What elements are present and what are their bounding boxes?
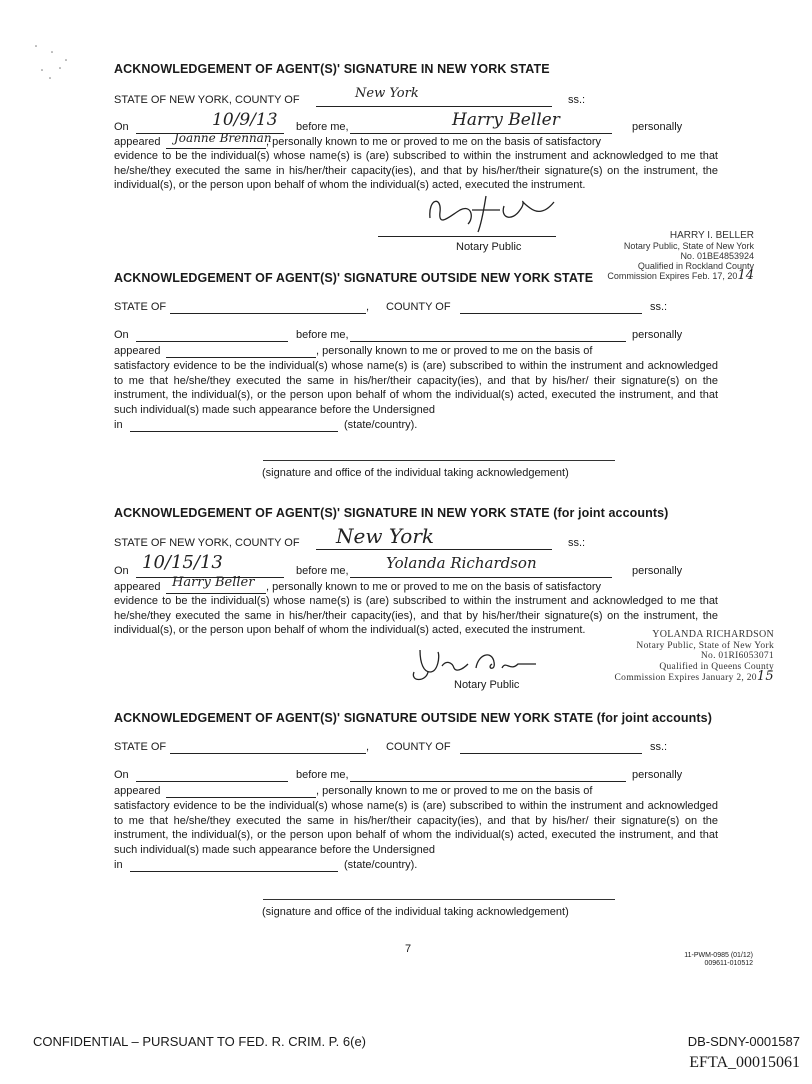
s1-stamp-line: Notary Public, State of New York xyxy=(623,241,754,251)
s1-on: On xyxy=(114,121,129,133)
s3-body: evidence to be the individual(s) whose name(s) is (are) subscribed to within the instrument and acknowledged to me that he/she/they executed the same in his/her/their capacity(ies), and that by his/her/their signature(s) on the instrument, the individual(s), or the person upon behalf of whom the individual(s) acted, executed the instrument. xyxy=(114,595,718,637)
s3-appeared: appeared xyxy=(114,581,161,593)
s3-state-county-label: STATE OF NEW YORK, COUNTY OF xyxy=(114,537,300,549)
s1-stamp-year-handwriting: 14 xyxy=(737,268,754,283)
s4-heading: ACKNOWLEDGEMENT OF AGENT(S)' SIGNATURE OUTSIDE NEW YORK STATE (for joint accounts) xyxy=(114,711,712,725)
s4-signature-line xyxy=(263,899,615,900)
s1-before-me: before me, xyxy=(296,121,349,133)
s1-stamp-line: No. 01BE4853924 xyxy=(680,251,754,261)
s1-ss: ss.: xyxy=(568,94,586,106)
s3-county-handwriting: New York xyxy=(336,524,434,548)
s3-line2-rest: , personally known to me or proved to me on the basis of satisfactory xyxy=(266,581,602,593)
s3-notary-stamp xyxy=(615,630,774,684)
s4-state-country: (state/country). xyxy=(344,859,418,871)
s2-officer-line xyxy=(350,341,626,342)
s3-stamp-line: Notary Public, State of New York xyxy=(636,640,774,651)
s3-heading: ACKNOWLEDGEMENT OF AGENT(S)' SIGNATURE IN NEW YORK STATE (for joint accounts) xyxy=(114,506,669,520)
s2-in: in xyxy=(114,419,123,431)
s2-body: satisfactory evidence to be the individual(s) whose name(s) is (are) subscribed to within the instrument and acknowledged to me that he/she/they executed the same in his/her/their capacity(ies), and that by his/her/ their signature(s) on the instrument, the individual(s), or the person upon behalf of whom the individual(s) acted, executed the instrument, and that such individual(s) made such appearance before the Undersigned xyxy=(114,360,718,416)
s4-officer-line xyxy=(350,781,626,782)
s4-in: in xyxy=(114,859,123,871)
s1-stamp-line: HARRY I. BELLER xyxy=(669,230,754,241)
s4-on: On xyxy=(114,769,129,781)
s3-personally: personally xyxy=(632,565,683,577)
s1-date-handwriting: 10/9/13 xyxy=(212,110,278,130)
s3-stamp-line: Qualified in Queens County xyxy=(659,661,774,672)
s2-state-line xyxy=(170,313,366,314)
s2-county-line xyxy=(460,313,642,314)
s4-appeared: appeared xyxy=(114,785,161,797)
s4-state-of: STATE OF xyxy=(114,741,167,753)
s2-comma: , xyxy=(366,301,370,313)
s1-stamp-line: Qualified in Rockland County xyxy=(637,261,754,271)
s2-state-country: (state/country). xyxy=(344,419,418,431)
s2-signature-caption: (signature and office of the individual taking acknowledgement) xyxy=(262,467,569,479)
s3-stamp-line: YOLANDA RICHARDSON xyxy=(652,629,774,640)
s1-county-handwriting: New York xyxy=(355,86,419,101)
form-code xyxy=(684,952,753,968)
s1-officer-handwriting: Harry Beller xyxy=(452,110,560,130)
s3-notary-public: Notary Public xyxy=(454,679,520,691)
confidential-notice: CONFIDENTIAL – PURSUANT TO FED. R. CRIM. P. 6(e) xyxy=(33,1034,367,1049)
s3-date-handwriting: 10/15/13 xyxy=(142,552,223,573)
s2-county-of: COUNTY OF xyxy=(386,301,451,313)
s2-appeared-line xyxy=(166,357,316,358)
s1-notary-signature xyxy=(420,188,560,238)
s4-appeared-rest: , personally known to me or proved to me on the basis of xyxy=(316,785,593,797)
s4-state-country-line xyxy=(130,871,338,872)
s4-ss: ss.: xyxy=(650,741,668,753)
s3-before-me: before me, xyxy=(296,565,349,577)
s1-body: evidence to be the individual(s) whose name(s) is (are) subscribed to within the instrument and acknowledged to me that he/she/they executed the same in his/her/their capacity(ies), and that by his/her/their signature(s) on the instrument, the individual(s), or the person upon behalf of whom the individual(s) acted, executed the instrument. xyxy=(114,150,718,192)
s2-heading: ACKNOWLEDGEMENT OF AGENT(S)' SIGNATURE OUTSIDE NEW YORK STATE xyxy=(114,271,594,285)
s1-heading: ACKNOWLEDGEMENT OF AGENT(S)' SIGNATURE IN NEW YORK STATE xyxy=(114,62,550,76)
s4-comma: , xyxy=(366,741,370,753)
s3-officer-line xyxy=(350,577,612,578)
s1-state-county-label: STATE OF NEW YORK, COUNTY OF xyxy=(114,94,300,106)
s2-appeared: appeared xyxy=(114,345,161,357)
s1-county-line xyxy=(316,106,552,107)
s2-signature-line xyxy=(263,460,615,461)
s1-stamp-line: Commission Expires Feb. 17, 20 xyxy=(607,271,738,281)
form-code-line: 11-PWM-0985 (01/12) xyxy=(684,952,753,959)
s4-county-of: COUNTY OF xyxy=(386,741,451,753)
scan-artifact xyxy=(30,42,70,82)
s3-ss: ss.: xyxy=(568,537,586,549)
s4-appeared-line xyxy=(166,797,316,798)
s2-personally: personally xyxy=(632,329,683,341)
s1-notary-public: Notary Public xyxy=(456,241,522,253)
s1-appeared-handwriting: Joanne Brennan xyxy=(174,131,272,145)
s1-personally: personally xyxy=(632,121,683,133)
page-number: 7 xyxy=(405,943,412,955)
s2-ss: ss.: xyxy=(650,301,668,313)
s4-date-line xyxy=(136,781,288,782)
s2-date-line xyxy=(136,341,288,342)
s1-appeared: appeared xyxy=(114,136,161,148)
s1-line2-rest: , personally known to me or proved to me on the basis of satisfactory xyxy=(266,136,602,148)
s4-signature-caption: (signature and office of the individual taking acknowledgement) xyxy=(262,906,569,918)
s3-on: On xyxy=(114,565,129,577)
s2-state-of: STATE OF xyxy=(114,301,167,313)
form-code-line: 009611-010512 xyxy=(704,960,753,967)
bates-number: DB-SDNY-0001587 xyxy=(687,1034,800,1049)
s3-county-line xyxy=(316,549,552,550)
s4-state-line xyxy=(170,753,366,754)
s2-appeared-rest: , personally known to me or proved to me on the basis of xyxy=(316,345,593,357)
s3-officer-handwriting: Yolanda Richardson xyxy=(386,554,537,572)
s2-on: On xyxy=(114,329,129,341)
s4-personally: personally xyxy=(632,769,683,781)
s3-stamp-line: Commission Expires January 2, 20 xyxy=(614,673,757,683)
s2-before-me: before me, xyxy=(296,329,349,341)
s4-county-line xyxy=(460,753,642,754)
s3-appeared-handwriting: Harry Beller xyxy=(172,575,255,590)
s3-stamp-year-handwriting: 15 xyxy=(756,669,774,684)
s4-body: satisfactory evidence to be the individual(s) whose name(s) is (are) subscribed to within the instrument and acknowledged to me that he/she/they executed the same in his/her/their capacity(ies), and that by his/her/ their signature(s) on the instrument, the individual(s), or the person upon behalf of whom the individual(s) acted, executed the instrument, and that such individual(s) made such appearance before the Undersigned xyxy=(114,800,718,856)
s3-stamp-line: No. 01RI6053071 xyxy=(700,651,774,661)
s1-signature-line xyxy=(378,236,556,237)
s1-notary-stamp xyxy=(607,231,754,281)
efta-number: EFTA_00015061 xyxy=(689,1054,800,1071)
s1-officer-line xyxy=(350,133,612,134)
s2-state-country-line xyxy=(130,431,338,432)
s4-before-me: before me, xyxy=(296,769,349,781)
